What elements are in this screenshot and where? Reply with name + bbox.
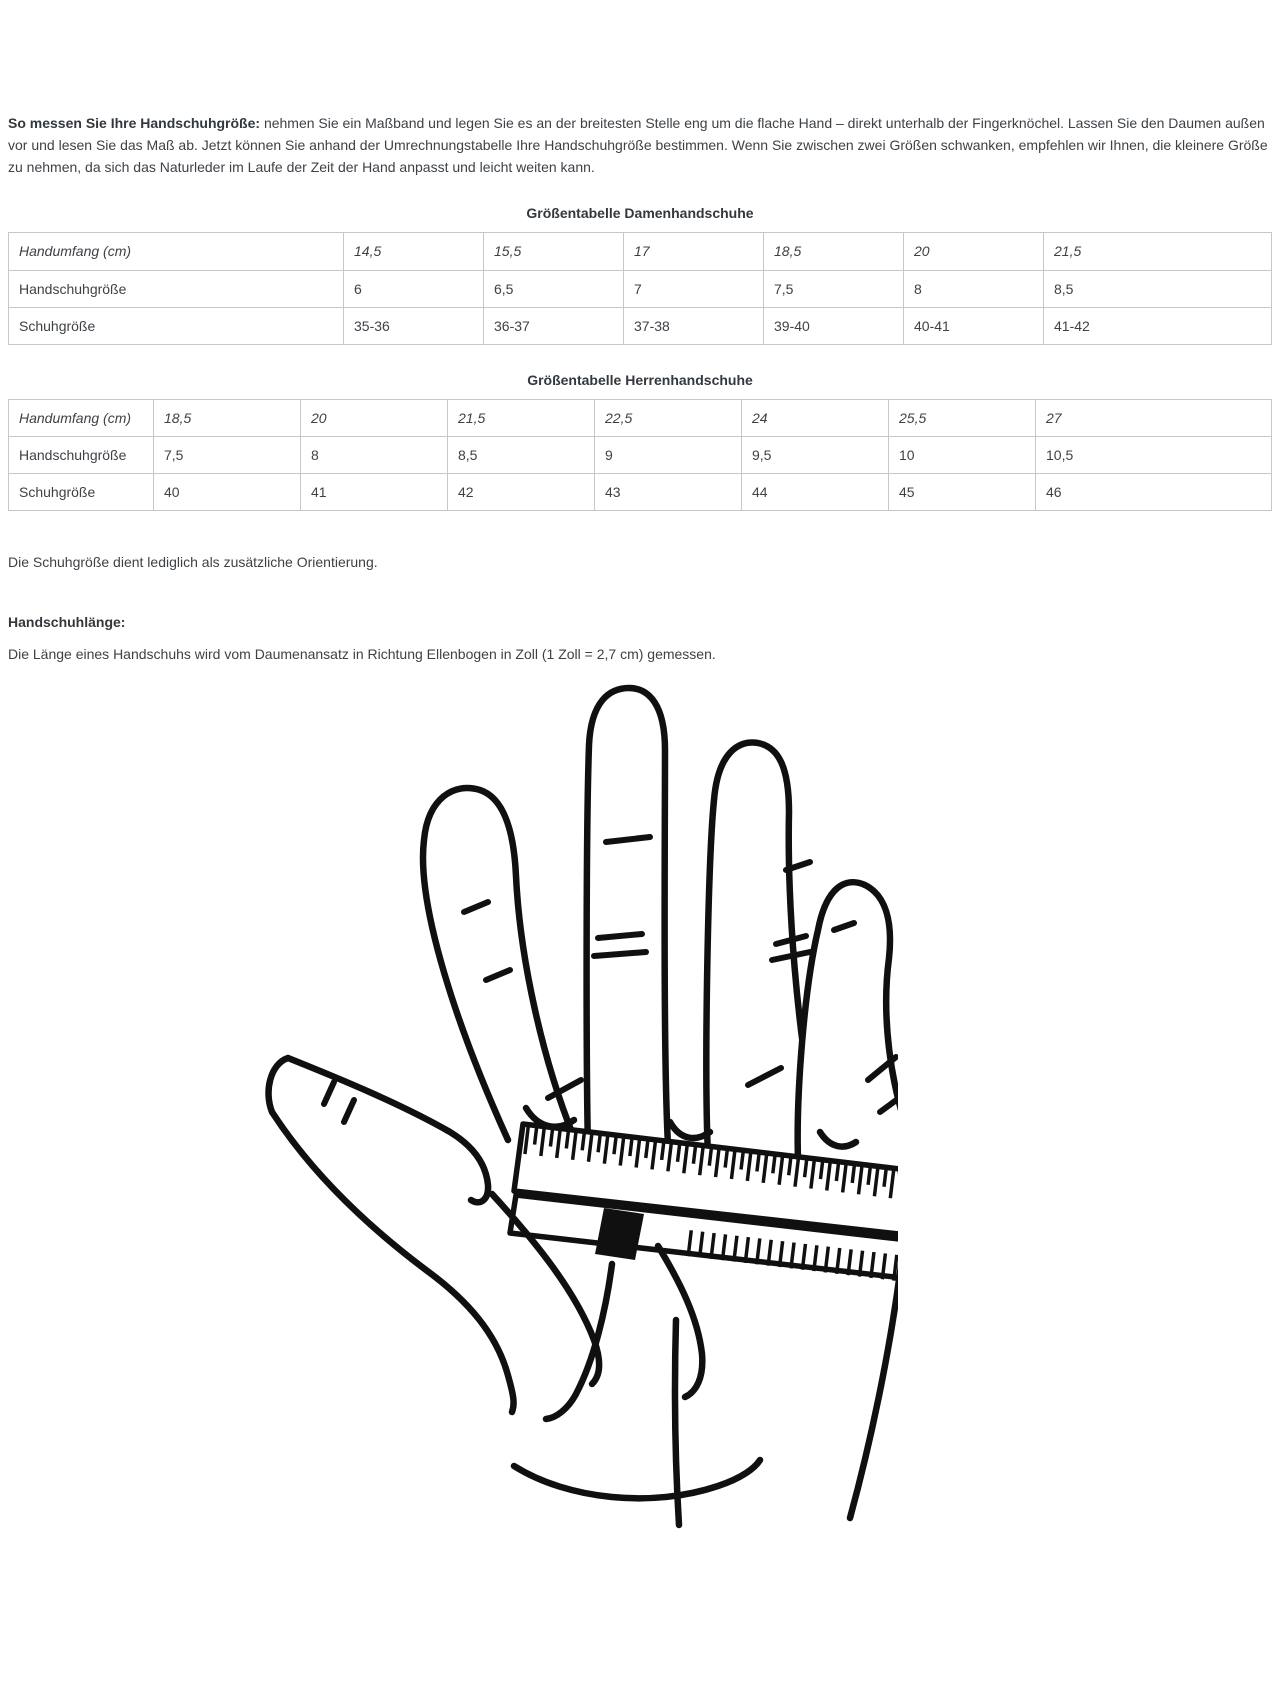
table-cell: 10,5	[1036, 436, 1272, 473]
hand-illustration	[258, 680, 898, 1560]
table-cell: 27	[1036, 399, 1272, 436]
measuring-instructions	[8, 112, 1272, 178]
size-guide-section	[0, 112, 1280, 1560]
table-cell: 42	[448, 474, 595, 511]
row-label: Handschuhgröße	[9, 270, 344, 307]
table-cell: 8	[904, 270, 1044, 307]
row-label: Handumfang (cm)	[9, 399, 154, 436]
table-cell: 18,5	[154, 399, 301, 436]
table-cell: 21,5	[448, 399, 595, 436]
table-row	[9, 270, 1272, 307]
table-cell: 7,5	[154, 436, 301, 473]
row-label: Handschuhgröße	[9, 436, 154, 473]
table-row	[9, 307, 1272, 344]
row-label: Handumfang (cm)	[9, 233, 344, 270]
table-cell: 41-42	[1044, 307, 1272, 344]
table-cell: 8,5	[1044, 270, 1272, 307]
table-cell: 46	[1036, 474, 1272, 511]
table-cell: 45	[889, 474, 1036, 511]
table-cell: 10	[889, 436, 1036, 473]
table-cell: 15,5	[484, 233, 624, 270]
table-row	[9, 474, 1272, 511]
table-cell: 9	[595, 436, 742, 473]
table-cell: 6,5	[484, 270, 624, 307]
table-row	[9, 436, 1272, 473]
women-size-table	[8, 232, 1272, 344]
table-row	[9, 399, 1272, 436]
men-size-table	[8, 399, 1272, 511]
table-cell: 40-41	[904, 307, 1044, 344]
table-cell: 7,5	[764, 270, 904, 307]
table-cell: 18,5	[764, 233, 904, 270]
table-cell: 20	[904, 233, 1044, 270]
row-label: Schuhgröße	[9, 307, 344, 344]
table-cell: 8	[301, 436, 448, 473]
table-cell: 35-36	[344, 307, 484, 344]
glove-length-text: Die Länge eines Handschuhs wird vom Daumenansatz in Richtung Ellenbogen in Zoll (1 Zoll = 2,7 cm) gemessen.	[8, 646, 716, 663]
instructions-text: nehmen Sie ein Maßband und legen Sie es an der breitesten Stelle eng um die flache Hand – direkt unterhalb der Fingerknöchel. Lassen Sie den Daumen außen vor und lesen Sie das Maß ab. Jetzt können Sie anhand der Umrechnungstabelle Ihre Handschuhgröße bestimmen. Wenn Sie zwischen zwei Größen schwanken, empfehlen wir Ihnen, die kleinere Größe zu nehmen, da sich das Naturleder im Laufe der Zeit der Hand anpasst und leicht weiten kann.	[8, 115, 1268, 176]
fingers-outline	[423, 688, 898, 1160]
table-cell: 17	[624, 233, 764, 270]
shoe-size-note: Die Schuhgröße dient lediglich als zusätzliche Orientierung.	[8, 554, 378, 571]
table-cell: 24	[742, 399, 889, 436]
table-cell: 36-37	[484, 307, 624, 344]
table-cell: 44	[742, 474, 889, 511]
wrist-lines	[675, 1240, 898, 1525]
table-cell: 39-40	[764, 307, 904, 344]
table-row	[9, 233, 1272, 270]
hand-with-measuring-tape-drawing	[258, 680, 898, 1560]
table-cell: 6	[344, 270, 484, 307]
table-cell: 8,5	[448, 436, 595, 473]
table-cell: 9,5	[742, 436, 889, 473]
table-cell: 25,5	[889, 399, 1036, 436]
men-table-title: Größentabelle Herrenhandschuhe	[527, 371, 753, 388]
table-cell: 21,5	[1044, 233, 1272, 270]
table-cell: 20	[301, 399, 448, 436]
glove-length-heading: Handschuhlänge:	[8, 614, 126, 631]
table-cell: 7	[624, 270, 764, 307]
table-cell: 41	[301, 474, 448, 511]
row-label: Schuhgröße	[9, 474, 154, 511]
table-cell: 43	[595, 474, 742, 511]
table-cell: 14,5	[344, 233, 484, 270]
thumb-outline	[269, 1058, 514, 1412]
table-cell: 22,5	[595, 399, 742, 436]
women-table-title: Größentabelle Damenhandschuhe	[526, 205, 754, 222]
table-cell: 37-38	[624, 307, 764, 344]
table-cell: 40	[154, 474, 301, 511]
instructions-lead: So messen Sie Ihre Handschuhgröße:	[8, 115, 261, 131]
